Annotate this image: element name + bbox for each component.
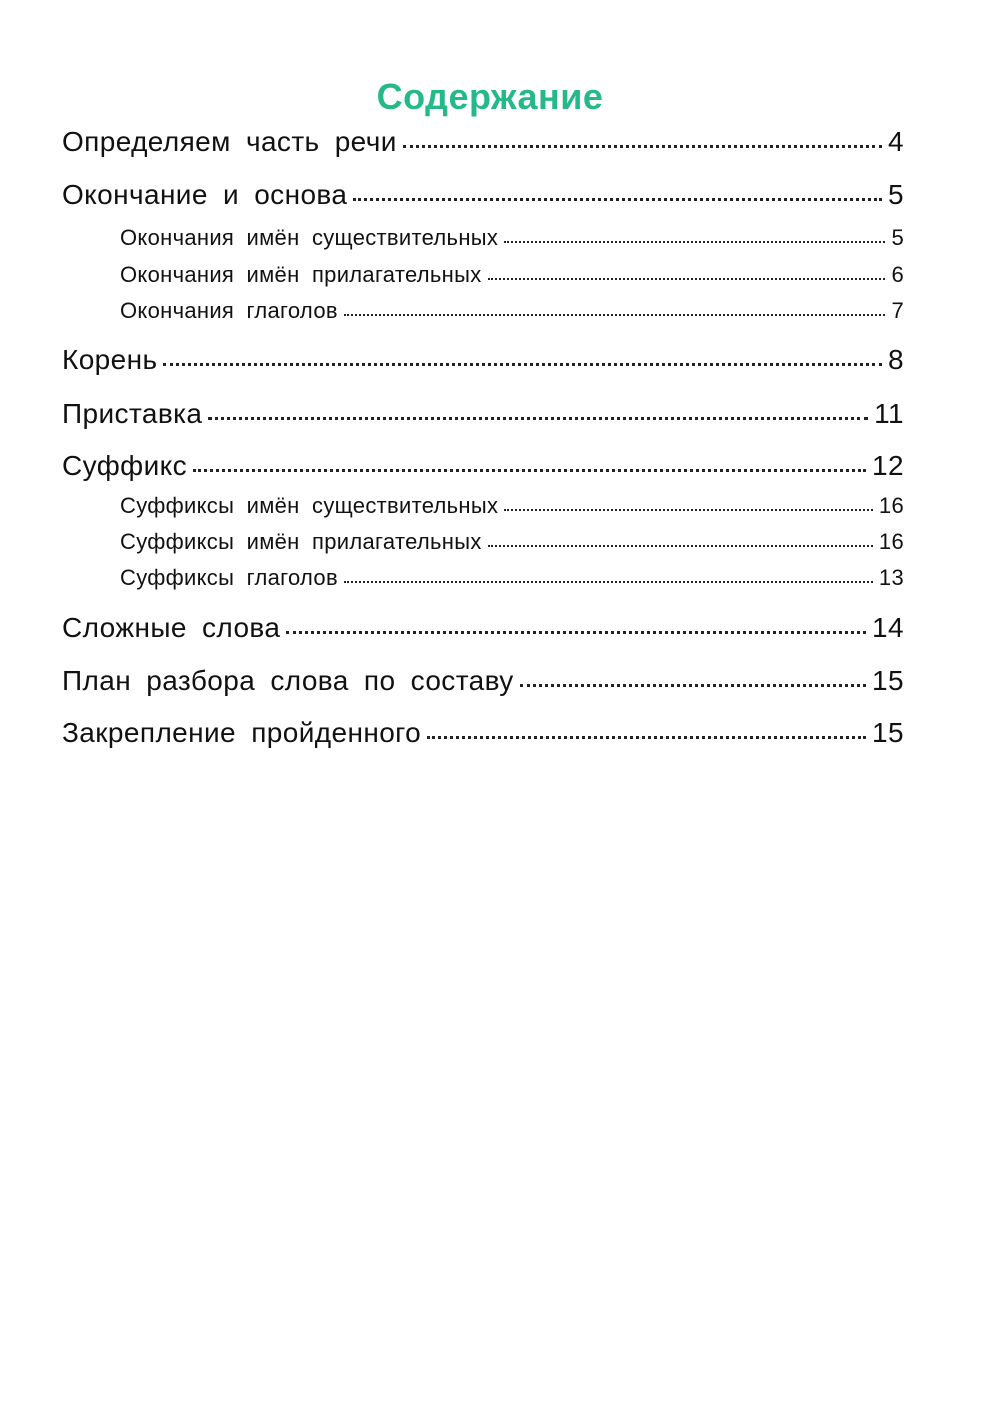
toc-leader-dots <box>520 684 866 687</box>
toc-entry-label: Приставка <box>62 398 203 429</box>
toc-entry-label: Окончания имён существительных <box>120 225 499 250</box>
toc-entry-label: Суффикс <box>62 450 187 481</box>
toc-page-number: 7 <box>891 298 904 323</box>
toc-entry-sub <box>120 262 904 288</box>
toc-entry-sub <box>120 529 904 555</box>
toc-page-number: 6 <box>891 262 904 287</box>
toc-page-number: 15 <box>872 717 904 748</box>
toc-leader-dots <box>427 736 866 739</box>
toc-entry-sub <box>120 225 904 251</box>
toc-entry-label: Окончания глаголов <box>120 298 338 323</box>
toc-page-number: 5 <box>891 225 904 250</box>
toc-leader-dots <box>488 545 873 547</box>
toc-entry-label: Сложные слова <box>62 612 281 643</box>
toc-entry-label: Суффиксы глаголов <box>120 565 338 590</box>
toc-page-number: 15 <box>872 665 904 696</box>
toc-entry-label: Окончания имён прилагательных <box>120 262 482 287</box>
toc-page-number: 16 <box>878 493 904 518</box>
toc-leader-dots <box>193 469 866 472</box>
toc-page-number: 8 <box>888 344 904 375</box>
toc-entry-label: План разбора слова по составу <box>62 665 514 696</box>
toc-entry-label: Суффиксы имён прилагательных <box>120 529 482 554</box>
toc-page-number: 4 <box>888 126 904 157</box>
toc-page-number: 12 <box>872 450 904 481</box>
toc-page-number: 14 <box>872 612 904 643</box>
toc-page-number: 5 <box>888 179 904 210</box>
toc-leader-dots <box>488 278 886 280</box>
toc-entry-label: Суффиксы имён существительных <box>120 493 499 518</box>
toc-entry-main <box>62 344 904 376</box>
toc-leader-dots <box>344 581 873 583</box>
toc-entry-sub <box>120 565 904 591</box>
toc-leader-dots <box>208 417 868 420</box>
toc-leader-dots <box>344 314 886 316</box>
toc-entry-main <box>62 717 904 749</box>
toc-entry-label: Окончание и основа <box>62 179 348 210</box>
toc-leader-dots <box>286 631 866 634</box>
toc-entry-label: Корень <box>62 344 158 375</box>
toc-entry-label: Определяем часть речи <box>62 126 397 157</box>
toc-page-number: 16 <box>878 529 904 554</box>
toc-entry-sub <box>120 298 904 324</box>
toc-leader-dots <box>353 198 882 201</box>
toc-entry-label: Закрепление пройденного <box>62 717 422 748</box>
toc-leader-dots <box>403 145 882 148</box>
toc-entry-main <box>62 398 904 430</box>
toc-leader-dots <box>504 241 885 243</box>
toc-entry-main <box>62 450 904 482</box>
toc-leader-dots <box>163 363 882 366</box>
toc-leader-dots <box>504 509 873 511</box>
toc-entry-main <box>62 665 904 697</box>
toc-page-number: 11 <box>874 398 904 429</box>
toc-entry-sub <box>120 493 904 519</box>
toc-page-number: 13 <box>878 565 904 590</box>
toc-entry-main <box>62 179 904 211</box>
toc-entry-main <box>62 612 904 644</box>
page-title: Содержание <box>376 76 604 117</box>
toc-entry-main <box>62 126 904 158</box>
